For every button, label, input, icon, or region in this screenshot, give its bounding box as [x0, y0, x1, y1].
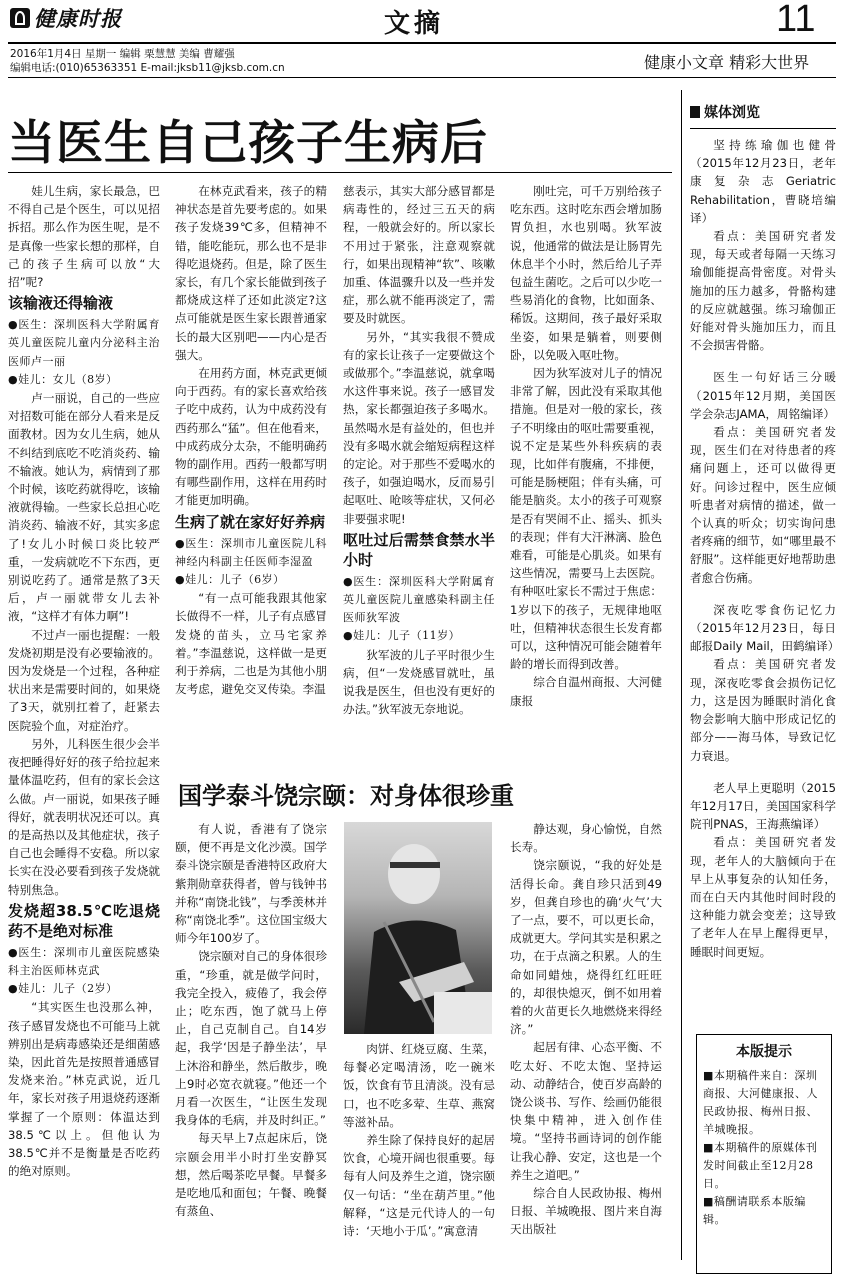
notice-title: 本版提示 — [736, 1044, 792, 1060]
byline: ●医生：深圳市儿童医院儿科神经内科副主任医师李湿盈 — [175, 536, 327, 568]
paragraph: 不过卢一丽也提醒：一般发烧初期是没有必要输液的。因为发烧是一个过程，各种症状出来是需要时间的，如果烧了3天，就别扛着了，赶紧去医院验个血，对症治疗。 — [8, 627, 160, 733]
sidebar-item-body: 看点：美国研究者发现，每天或者每隔一天练习瑜伽能提高骨密度。对骨头施加的压力越多，骨骼构建的反应就越强。练习瑜伽正好能对骨头施加压力，而且不会损害骨骼。 — [690, 229, 836, 353]
square-bullet-icon — [690, 106, 700, 118]
notice-item: ■本期稿件的原媒体刊发时间截止至12月28日。 — [703, 1141, 818, 1190]
masthead — [0, 0, 844, 80]
notice-item: ■本期稿件来自：深圳商报、大河健康报、人民政协报、梅州日报、羊城晚报。 — [703, 1069, 818, 1136]
second-article-col-1 — [175, 820, 327, 1250]
paragraph: 在用药方面，林克武更倾向于西药。有的家长喜欢给孩子吃中成药，认为中成药没有西药那么“猛”。但在他看来，中成药成分太杂，不能明确药物的副作用。西药一般都写明有哪些副作用，这样在用药时才能更加明确。 — [175, 366, 327, 508]
paragraph: 刚吐完，可千万别给孩子吃东西。这时吃东西会增加肠胃负担，水也别喝。狄军波说，他通常的做法是让肠胃先休息半个小时，然后给儿子弄包益生菌吃。之后可以少吃一些易消化的食物，比如面条、稀饭。这期间，孩子最好采取坐姿，如果是躺着，则要侧卧，以免吸入呕吐物。 — [510, 184, 662, 362]
paragraph: 综合自温州商报、大河健康报 — [510, 675, 662, 708]
sidebar-item-body: 看点：美国研究者发现，医生们在对待患者的疼痛问题上，还可以做得更好。问诊过程中，医生应倾听患者对病情的描述，做一个认真的听众；切实询问患者疼痛的细节，如“哪里最不舒服”。这样能更好地帮助患者愈合伤痛。 — [690, 425, 836, 585]
sidebar-item — [690, 601, 840, 765]
paragraph: 卢一丽说，自己的一些应对招数可能在部分人看来是反面教材。因为女儿生病，她从不纠结到底吃不吃消炎药、输不输液。她认为，病情到了那个时候，该吃药就得吃，该输液就得输。一些家长总担心吃消炎药、输液不好，其实多虑了!女儿小时候口炎比较严重，一发病就吃不下东西，更别说吃药了。通常是熬了3天后，卢一丽就带女儿去补液，“这样才有体力啊”! — [8, 391, 160, 624]
paragraph: 每天早上7点起床后，饶宗颐会用半小时打坐安静冥想，然后喝茶吃早餐。早餐多是吃地瓜和面包；午餐、晚餐有蒸鱼、 — [175, 1131, 327, 1219]
sidebar-title-rule — [690, 128, 836, 129]
paragraph: 慈表示，其实大部分感冒都是病毒性的，经过三五天的病程，一般就会好的。所以家长不用过于紧张，注意观察就行，如果出现精神“软”、咳嗽加重、体温骤升以及一些并发症，那么就不能再淡定了，需要及时就医。 — [343, 184, 495, 326]
sidebar-item-head: 深夜吃零食伤记忆力（2015年12月23日，每日邮报Daily Mail，田鹤编译） — [690, 602, 840, 654]
paragraph: 因为狄军波对儿子的情况非常了解，因此没有采取其他措施。但是对一般的家长，孩子不明缘由的呕吐需要重视，说不定是某些外科疾病的表现，比如伴有腹痛，不排便，可能是肠梗阻；伴有头痛，可能是脑炎。太小的孩子可观察是否有哭闹不止、摇头、抓头的表现；伴有大汗淋漓、脸色难看，可能是心肌炎。如果有这些情况，需要马上去医院。有种呕吐家长不需过于焦虑：1岁以下的孩子，无规律地呕吐，但精神状态很生长发育都可以，这种情况可能会随着年龄的增长而得到改善。 — [510, 366, 662, 672]
date-line: 2016年1月4日 星期一 编辑 栗慧慧 美编 曹耀强 — [10, 48, 235, 60]
paragraph: 养生除了保持良好的起居饮食，心境开阔也很重要。每每有人问及养生之道，饶宗颐仅一句话：“坐在葫芦里。”他解释，“这是元代诗人的一句诗：‘天地小于瓜’。”寓意清 — [343, 1133, 495, 1239]
sidebar-item — [690, 136, 836, 354]
sidebar — [690, 102, 840, 1252]
contact-line: 编辑电话:(010)65363351 E-mail:jksb11@jksb.com.cn — [10, 62, 285, 74]
portrait-photo — [344, 822, 492, 1034]
sidebar-item-head: 坚持练瑜伽也健骨（2015年12月23日，老年康复杂志Geriatric Rehabilitation，曹晓培编译） — [690, 138, 836, 225]
paragraph: 另外，“其实我很不赞成有的家长让孩子一定要做这个或做那个。”李温慈说，就拿喝水这件事来说。孩子一感冒发热，家长都强迫孩子多喝水。虽然喝水是有益处的，但也并没有多喝水就会缩短病程这样的定论。对于那些不爱喝水的孩子，如强迫喝水，反而易引起呕吐、呛咳等症状，又何必非要强求呢! — [343, 329, 495, 526]
title-rule — [8, 172, 672, 173]
slogan: 健康小文章 精彩大世界 — [644, 53, 810, 72]
paragraph: 饶宗颐说，“我的好处是活得长命。龚自珍只活到49岁，但龚自珍也的确‘火气’大了一点，要不，可以更长命，成就更大。学问其实是积累之功，在于点滴之积累。人的生命如同蜡烛，烧得红红旺旺的，却很快熄灭，倒不如用着着的火苗更长久地燃烧来得经济。” — [510, 858, 662, 1037]
sidebar-item-body: 看点：美国研究者发现，老年人的大脑倾向于在早上从事复杂的认知任务，而在白天内其他时间时段的这种能力就会变差；这导致了老年人在早上醒得更早，睡眠时间更短。 — [690, 835, 836, 959]
byline: ●医生：深圳医科大学附属育英儿童医院儿童内分泌科主治医师卢一丽 — [8, 318, 160, 368]
second-article-col-3 — [510, 820, 662, 1250]
sidebar-item-head: 老人早上更聪明（2015年12月17日，美国国家科学院刊PNAS，王海燕编译） — [690, 780, 836, 832]
logo-mark-icon — [10, 8, 30, 28]
paragraph: “其实医生也没那么神，孩子感冒发烧也不可能马上就辨别出是病毒感染还是细菌感染，因此首先是按照普通感冒发烧来治。”林克武说，近几年，家长对孩子用退烧药逐渐掌握了一个原则：体温达到38.5℃以上。但他认为38.5℃并不是衡量是否吃药的绝对原则。 — [8, 1000, 160, 1179]
paragraph: “有一点可能我跟其他家长做得不一样，儿子有点感冒发烧的苗头，立马宅家养着。”李温慈说，这样做一是更利于养病，二也是为其他小朋友考虑，避免交叉传染。李温 — [175, 591, 327, 697]
byline: ●娃儿：儿子（11岁） — [343, 629, 461, 643]
notice-items — [703, 1067, 825, 1229]
subheading: 生病了就在家好好养病 — [175, 512, 326, 531]
main-article-col-4 — [510, 182, 662, 752]
sidebar-item-body: 看点：美国研究者发现，深夜吃零食会损伤记忆力，这是因为睡眠时消化食物会影响大脑中形成记忆的部分——海马体，导致记忆力衰退。 — [690, 657, 836, 763]
paragraph: 综合自人民政协报、梅州日报、羊城晚报、图片来自海天出版社 — [510, 1186, 662, 1237]
sidebar-item — [690, 779, 836, 961]
masthead-bottom-rule — [8, 77, 836, 78]
paragraph: 饶宗颐对自己的身体很珍重，“珍重，就是做学问时，我完全投入，疲倦了，我会停止；吃东西，饱了就马上停止，自己克制自己。自14岁起，我学‘因是子静坐法’，早上沐浴和静坐，然后散步，晚上9时必宽衣就寝。”他还一个月看一次医生，“让医生发现我身体的毛病，并及时纠正。” — [175, 949, 327, 1128]
subheading: 呕吐过后需禁食禁水半小时 — [343, 530, 495, 569]
paragraph: 静达观，身心愉悦，自然长寿。 — [510, 822, 662, 855]
paragraph: 狄军波的儿子平时很少生病，但“一发烧感冒就吐，虽说我是医生，但也没有更好的办法。”狄军波无奈地说。 — [343, 647, 495, 717]
notice-box — [696, 1034, 832, 1274]
main-article-col-1 — [8, 182, 160, 1179]
newspaper-logo — [10, 4, 130, 32]
page-number: 11 — [776, 0, 816, 40]
subheading: 该输液还得输液 — [8, 294, 114, 313]
byline: ●医生：深圳医科大学附属育英儿童医院儿童感染科副主任医师狄军波 — [343, 574, 495, 625]
byline: ●娃儿：儿子（6岁） — [175, 573, 285, 587]
second-article-col-2 — [343, 1040, 495, 1250]
main-article-col-2 — [175, 182, 327, 752]
main-article-col-3 — [343, 182, 495, 752]
sidebar-title-text: 媒体浏览 — [704, 105, 760, 121]
section-name: 文摘 — [384, 9, 445, 39]
main-article-title: 当医生自己孩子生病后 — [8, 116, 488, 171]
paragraph: 肉饼、红烧豆腐、生菜，每餐必定喝清汤，吃一碗米饭，饮食有节且清淡。没有忌口，也不吃多荤、生草、燕窝等滋补品。 — [343, 1042, 495, 1129]
sidebar-title — [690, 102, 836, 122]
byline: ●医生：深圳市儿童医院感染科主治医师林克武 — [8, 945, 160, 977]
masthead-rule — [8, 42, 836, 44]
paragraph: 起居有律、心态平衡、不吃太好、不吃太饱、坚持运动、动静结合，使百岁高龄的饶公谈书、写作、绘画仍能很快集中精神，进入创作佳境。“坚持书画诗词的创作能让我心静、安定，这也是一个养生之道吧。” — [510, 1040, 662, 1182]
byline: ●娃儿：女儿（8岁） — [8, 372, 118, 386]
sidebar-items — [690, 136, 840, 975]
subheading: 发烧超38.5℃吃退烧药不是绝对标准 — [8, 901, 160, 940]
paragraph: 有人说，香港有了饶宗颐，便不再是文化沙漠。国学泰斗饶宗颐是香港特区政府大紫荆勋章获得者，曾与钱钟书并称“南饶北钱”，与季羡林并称“南饶北季”。这位国宝级大师今年100岁了。 — [175, 822, 327, 946]
byline: ●娃儿：儿子（2岁） — [8, 982, 118, 996]
sidebar-item-head: 医生一句好话三分暖（2015年12月期，美国医学会杂志JAMA，周铭编译） — [690, 370, 836, 421]
second-article-title: 国学泰斗饶宗颐：对身体很珍重 — [178, 781, 514, 810]
notice-item: ■稿酬请联系本版编辑。 — [703, 1195, 806, 1226]
sidebar-item — [690, 368, 836, 586]
paragraph: 另外，儿科医生很少会半夜把睡得好好的孩子给拉起来量体温吃药，但有的家长会这么做。卢一丽说，如果孩子睡得好，就表明状况还可以。真的是高热以及其他症状，孩子自己也会睡得不安稳。所以家长实在没必要看到孩子发烧就特别焦急。 — [8, 736, 160, 897]
logo-text: 健康时报 — [34, 6, 122, 31]
paragraph: 在林克武看来，孩子的精神状态是首先要考虑的。如果孩子发烧39℃多，但精神不错，能吃能玩，那么也不是非得吃退烧药。但是，除了医生家长，有几个家长能做到孩子都烧成这样了还如此淡定?这点可能就是医生家长跟普通家长的最大区别吧——内心是否强大。 — [175, 184, 327, 362]
sidebar-divider — [681, 90, 682, 1260]
paragraph: 娃儿生病，家长最急，巴不得自己是个医生，可以见招拆招。那么作为医生呢，是不是真像一些家长想的那样，自己的孩子生病可以放“大招”呢? — [8, 184, 160, 290]
portrait-illustration — [344, 822, 492, 1034]
